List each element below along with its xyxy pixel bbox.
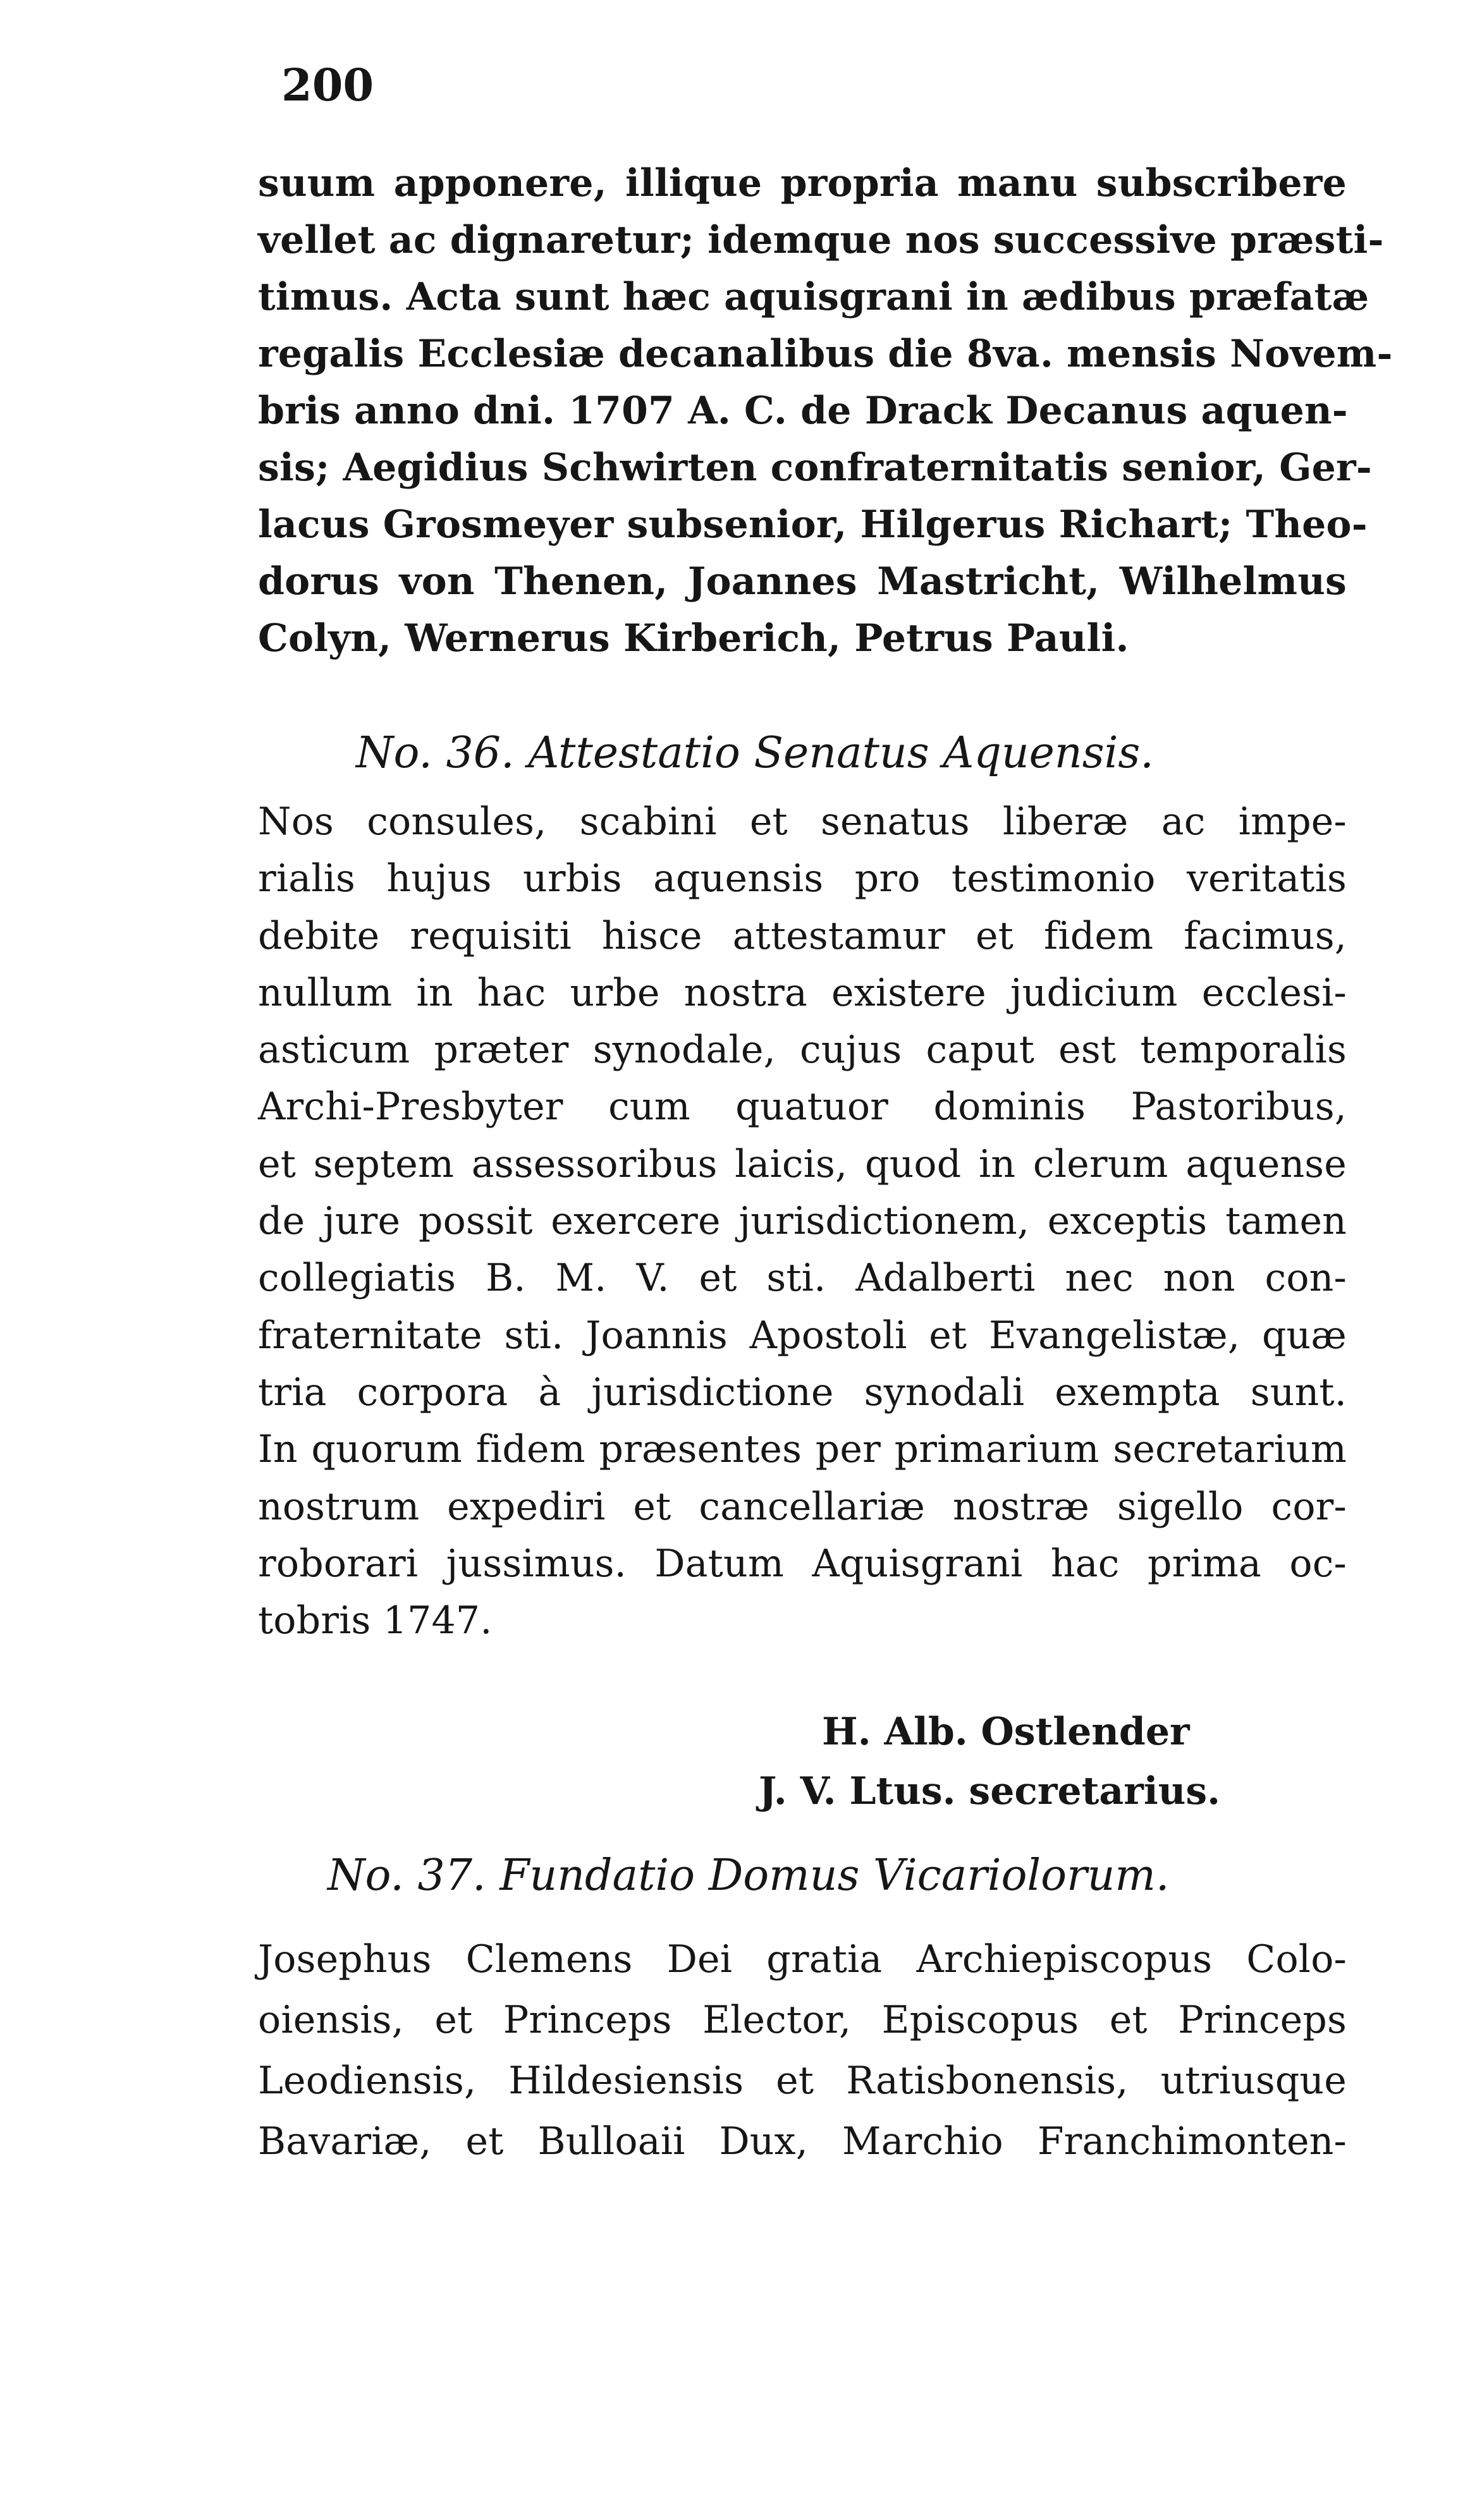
text-line: sis; Aegidius Schwirten confraternitatis senior, Ger- [258, 446, 1372, 490]
text-line: lacus Grosmeyer subsenior, Hilgerus Richart; Theo- [258, 502, 1368, 547]
text-line: Leodiensis, Hildesiensis et Ratisbonensis, utriusque [258, 2059, 1347, 2103]
text-line: rialis hujus urbis aquensis pro testimonio veritatis [258, 856, 1347, 901]
text-line: suum apponere, illique propria manu subscribere [258, 161, 1347, 205]
paragraph-fundatio [258, 1929, 1347, 2172]
text-line: timus. Acta sunt hæc aquisgrani in ædibus præfatæ [258, 275, 1369, 319]
text-line: fraternitate sti. Joannis Apostoli et Evangelistæ, quæ [258, 1313, 1347, 1358]
paragraph-attestatio-senatus [258, 793, 1347, 1649]
text-line: Archi-Presbyter cum quatuor dominis Pastoribus, [258, 1085, 1347, 1129]
text-line: Colyn, Wernerus Kirberich, Petrus Pauli. [258, 616, 1129, 660]
text-line: tobris 1747. [258, 1598, 493, 1643]
text-line: oiensis, et Princeps Elector, Episcopus et Princeps [258, 1998, 1347, 2042]
section-heading-36: No. 36. Attestatio Senatus Aquensis. [356, 728, 1154, 778]
section-heading-37: No. 37. Fundatio Domus Vicariolorum. [328, 1851, 1170, 1901]
text-line: asticum præter synodale, cujus caput est temporalis [258, 1028, 1347, 1073]
text-line: tria corpora à jurisdictione synodali exempta sunt. [258, 1370, 1347, 1415]
text-line: nostrum expediri et cancellariæ nostræ sigello cor- [258, 1484, 1347, 1529]
text-line: collegiatis B. M. V. et sti. Adalberti nec non con- [258, 1256, 1347, 1301]
text-line: Josephus Clemens Dei gratia Archiepiscopus Colo- [258, 1937, 1347, 1981]
text-line: debite requisiti hisce attestamur et fidem facimus, [258, 913, 1347, 958]
text-line: roborari jussimus. Datum Aquisgrani hac prima oc- [258, 1541, 1347, 1586]
signature-ostlender: H. Alb. Ostlender [822, 1710, 1190, 1754]
text-line: vellet ac dignaretur; idemque nos successive præsti- [258, 218, 1384, 262]
text-line: nullum in hac urbe nostra existere judicium ecclesi- [258, 970, 1347, 1015]
text-line: Bavariæ, et Bulloaii Dux, Marchio Franchimonten- [258, 2119, 1347, 2164]
text-line: regalis Ecclesiæ decanalibus die 8va. mensis Novem- [258, 332, 1393, 376]
text-line: de jure possit exercere jurisdictionem, exceptis tamen [258, 1199, 1347, 1244]
text-line: dorus von Thenen, Joannes Mastricht, Wilhelmus [258, 559, 1347, 604]
signature-secretarius: J. V. Ltus. secretarius. [759, 1769, 1220, 1813]
paragraph-attestation-1707 [258, 155, 1393, 667]
text-line: bris anno dni. 1707 A. C. de Drack Decanus aquen- [258, 389, 1348, 433]
text-line: et septem assessoribus laicis, quod in clerum aquense [258, 1141, 1347, 1186]
page-number: 200 [281, 59, 374, 111]
text-line: Nos consules, scabini et senatus liberæ ac impe- [258, 800, 1347, 844]
text-line: In quorum fidem præsentes per primarium secretarium [258, 1427, 1347, 1472]
